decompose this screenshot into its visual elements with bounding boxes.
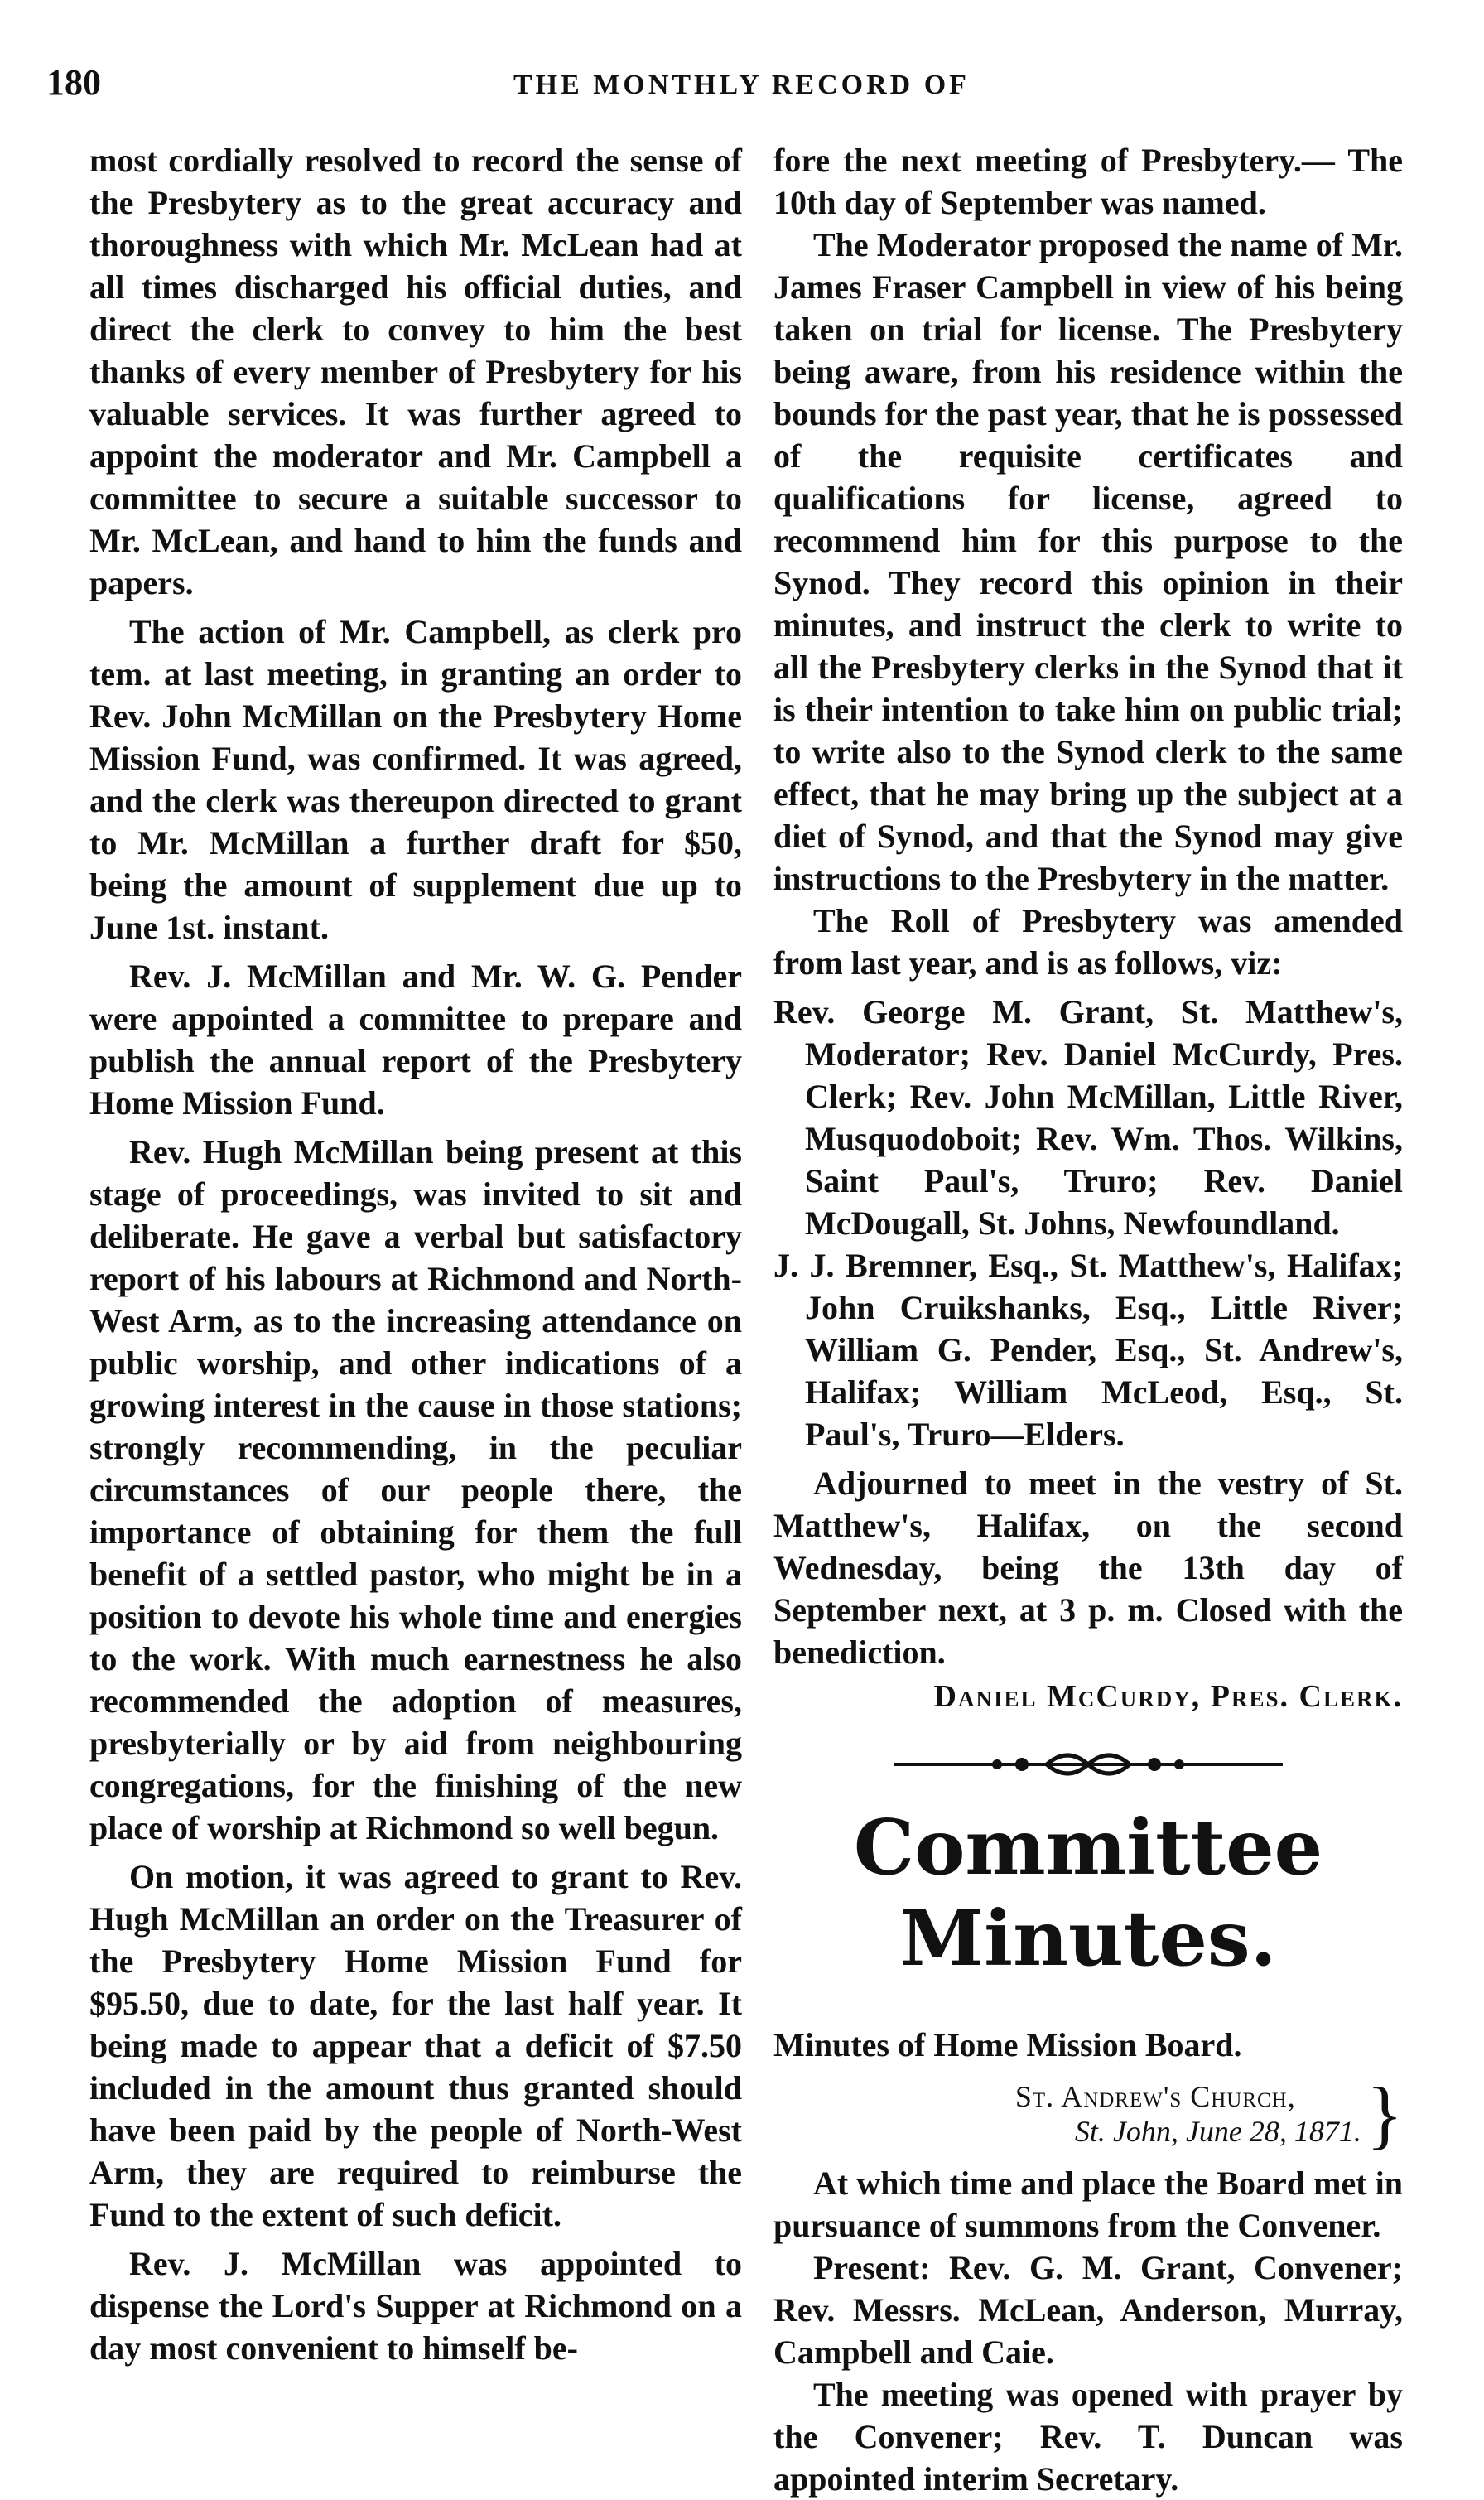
meeting-place bbox=[773, 2072, 1403, 2156]
roll-ministers: Rev. George M. Grant, St. Matthew's, Moderator; Rev. Daniel McCurdy, Pres. Clerk; Rev. John McMillan, Little River, Musquodoboit; Rev. Wm. Thos. Wilkins, Saint Paul's, Truro; Rev. Daniel McDougall, St. Johns, Newfoundland. bbox=[773, 993, 1403, 1242]
page-number: 180 bbox=[46, 62, 101, 103]
paragraph: Rev. Hugh McMillan being present at this stage of proceedings, was invited to sit and deliberate. He gave a verbal but satisfactory report of his labours at Richmond and North-West Arm, as to the increasing attendance on public worship, and other indications of a growing interest in the cause in those stations; strongly recommending, in the peculiar circumstances of our people there, the importance of obtaining for them the full benefit of a settled pastor, who might be in a position to devote his whole time and energies to the work. With much earnestness he also recommended the adoption of measures, presbyterially or by aid from neighbouring congregations, for the finishing of the new place of worship at Richmond so well begun. bbox=[89, 1133, 742, 1846]
paragraph: Rev. J. McMillan and Mr. W. G. Pender were appointed a committee to prepare and publish the annual report of the Presbytery Home Mission Fund. bbox=[89, 958, 742, 1122]
place-date-line: St. John, June 28, 1871. bbox=[1074, 2115, 1361, 2148]
ornamental-divider bbox=[773, 1740, 1403, 1789]
paragraph: On motion, it was agreed to grant to Rev. Hugh McMillan an order on the Treasurer of the Presbytery Home Mission Fund for $95.50, due to date, for the last half year. It being made to appear that a deficit of $7.50 included in the amount thus granted should have been paid by the people of North-West Arm, they are required to reimburse the Fund to the extent of such deficit. bbox=[89, 1858, 742, 2233]
running-head: THE MONTHLY RECORD OF bbox=[513, 70, 970, 100]
left-column bbox=[89, 139, 742, 2369]
paragraph: At which time and place the Board met in pursuance of summons from the Convener. bbox=[773, 2165, 1403, 2244]
paragraph: The meeting was opened with prayer by the Convener; Rev. T. Duncan was appointed interim Secretary. bbox=[773, 2376, 1403, 2498]
paragraph: Adjourned to meet in the vestry of St. Matthew's, Halifax, on the second Wednesday, being the 13th day of September next, at 3 p. m. Closed with the benediction. bbox=[773, 1465, 1403, 1671]
paragraph: Present: Rev. G. M. Grant, Convener; Rev. Messrs. McLean, Anderson, Murray, Campbell and Caie. bbox=[773, 2249, 1403, 2371]
signature: Daniel McCurdy, Pres. Clerk. bbox=[933, 1679, 1403, 1714]
paragraph: Rev. J. McMillan was appointed to dispense the Lord's Supper at Richmond on a day most convenient to himself be- bbox=[89, 2245, 742, 2367]
minutes-heading: Minutes of Home Mission Board. bbox=[773, 2026, 1242, 2063]
paragraph: The action of Mr. Campbell, as clerk pro tem. at last meeting, in granting an order to Rev. John McMillan on the Presbytery Home Mission Fund, was confirmed. It was agreed, and the clerk was thereupon directed to grant to Mr. McMillan a further draft for $50, being the amount of supplement due up to June 1st. instant. bbox=[89, 613, 742, 946]
paragraph: The Moderator proposed the name of Mr. James Fraser Campbell in view of his being taken on trial for license. The Presbytery being aware, from his residence within the bounds for the past year, that he is possessed of the requisite certificates and qualifications for license, agreed to recommend him for this purpose to the Synod. They record this opinion in their minutes, and instruct the clerk to write to all the Presbytery clerks in the Synod that it is their intention to take him on public trial; to write also to the Synod clerk to the same effect, that he may bring up the subject at a diet of Synod, and that the Synod may give instructions to the Presbytery in the matter. bbox=[773, 226, 1403, 897]
right-column bbox=[773, 139, 1403, 2500]
section-title: Committee Minutes. bbox=[853, 1803, 1323, 1983]
brace-icon: } bbox=[1366, 2072, 1403, 2156]
place-line: St. Andrew's Church, bbox=[1014, 2080, 1296, 2113]
paragraph: The Roll of Presbytery was amended from last year, and is as follows, viz: bbox=[773, 902, 1403, 982]
roll-elders: J. J. Bremner, Esq., St. Matthew's, Halifax; John Cruikshanks, Esq., Little River; William G. Pender, Esq., St. Andrew's, Halifax; William McLeod, Esq., St. Paul's, Truro—Elders. bbox=[773, 1247, 1403, 1453]
paragraph: most cordially resolved to record the sense of the Presbytery as to the great accuracy and thoroughness with which Mr. McLean had at all times discharged his official duties, and direct the clerk to convey to him the best thanks of every member of Presbytery for his valuable services. It was further agreed to appoint the moderator and Mr. Campbell a committee to secure a suitable successor to Mr. McLean, and hand to him the funds and papers. bbox=[89, 142, 742, 601]
paragraph: fore the next meeting of Presbytery.— The 10th day of September was named. bbox=[773, 142, 1403, 221]
